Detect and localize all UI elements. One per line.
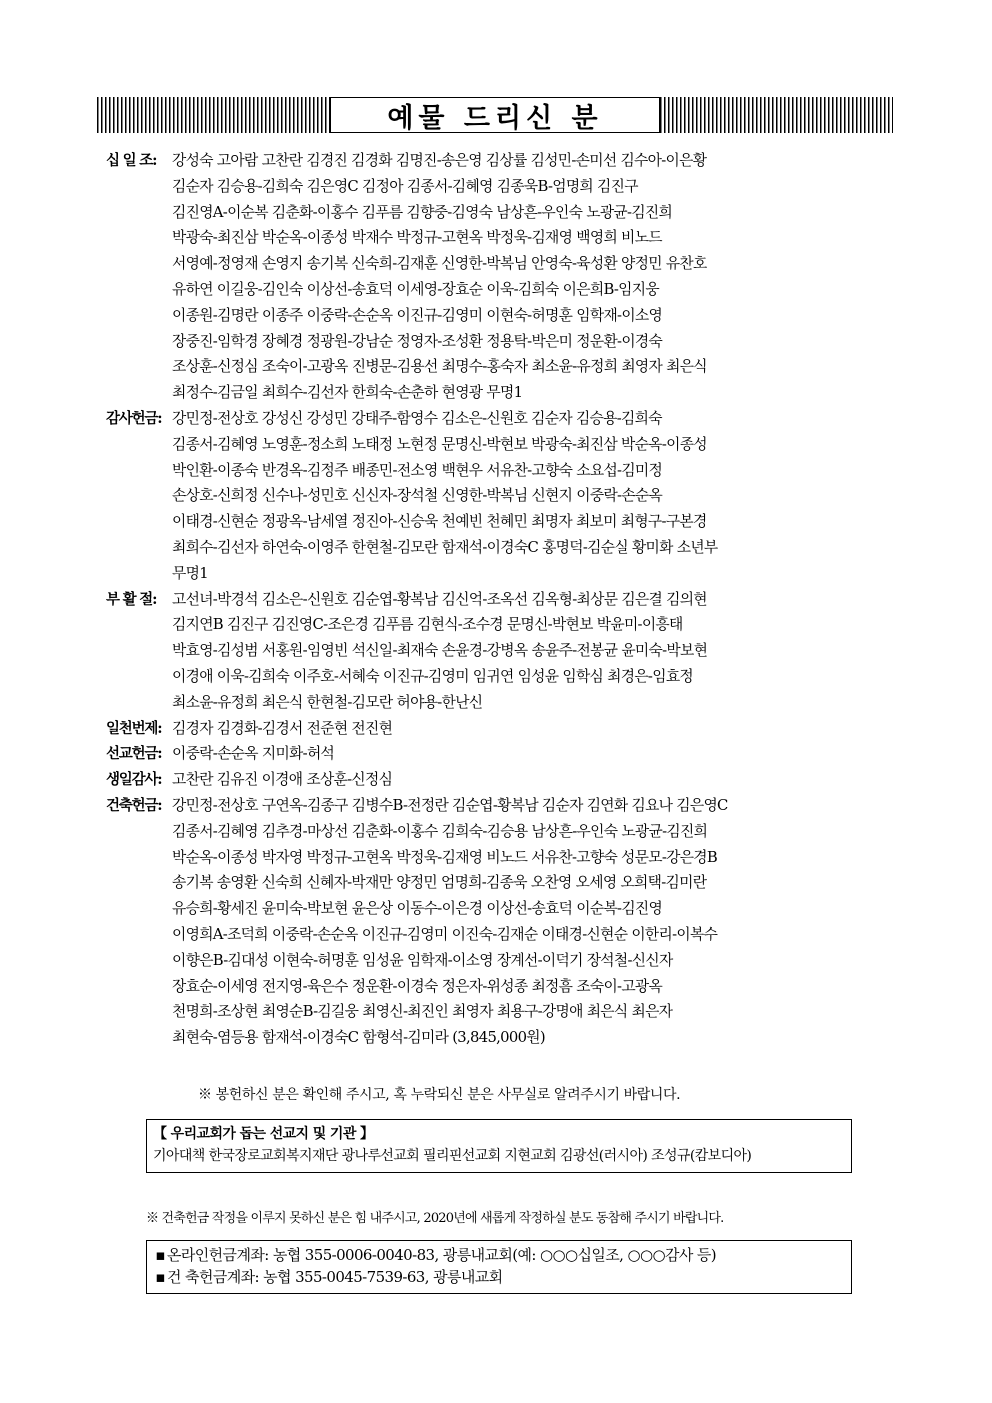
name-line: 강성숙 고아람 고찬란 김경진 김경화 김명진-송은영 김상률 김성민-손미선 김수아-이은황 <box>172 152 707 169</box>
name-line: 이향은B-김대성 이현숙-허명훈 임성윤 임학재-이소영 장계선-이덕기 장석철-신신자 <box>172 951 673 969</box>
name-line: 김지연B 김진구 김진영C-조은경 김푸름 김현식-조수경 문명신-박현보 박윤미-이흥태 <box>172 616 683 634</box>
page-title: 예물 드리신 분 <box>330 97 660 133</box>
name-line: 유하연 이길웅-김인숙 이상선-송효덕 이세영-장효순 이욱-김희숙 이은희B-임지웅 <box>172 280 659 298</box>
name-line: 이태경-신현순 정광옥-남세열 정진아-신승욱 천예빈 천혜민 최명자 최보미 최형구-구본경 <box>172 513 707 531</box>
name-line: 천명희-조상현 최영순B-김길웅 최영신-최진인 최영자 최용구-강명애 최은식 최은자 <box>172 1003 673 1021</box>
name-line: 강민정-전상호 구연옥-김종구 김병수B-전정란 김순엽-황복남 김순자 김연화 김요나 김은영C <box>172 796 728 814</box>
confirmation-notice: ※ 봉헌하신 분은 확인해 주시고, 혹 누락되신 분은 사무실로 알려주시기 바랍니다. <box>198 1087 681 1103</box>
building-fund-notice: ※ 건축헌금 작정을 이루지 못하신 분은 힘 내주시고, 2020년에 새롭게 작정하실 분도 동참해 주시기 바랍니다. <box>146 1211 724 1226</box>
name-line: 고찬란 김유진 이경애 조상훈-신정심 <box>172 771 393 789</box>
name-line: 이경애 이욱-김희숙 이주호-서혜숙 이진규-김영미 임귀연 임성윤 임학심 최경은-임효정 <box>172 667 694 685</box>
name-line: 이영희A-조덕희 이중락-손순옥 이진규-김영미 이진숙-김재순 이태경-신현순 이한리-이복수 <box>172 925 718 943</box>
section-thousand-offering <box>106 716 906 742</box>
section-birthday-thanks <box>106 767 906 793</box>
section-label: 일천번제: <box>106 719 162 737</box>
mission-box-title: 【 우리교회가 돕는 선교지 및 기관 】 <box>153 1126 374 1142</box>
name-line: 김종서-김혜영 노영훈-정소희 노태정 노현정 문명신-박현보 박광숙-최진삼 박순옥-이종성 <box>172 435 707 453</box>
section-mission-offering <box>106 741 906 767</box>
section-label: 선교헌금: <box>106 745 162 763</box>
name-line: 김종서-김혜영 김추경-마상선 김춘화-이홍수 김희숙-김승용 남상흔-우인숙 노광균-김진희 <box>172 822 708 840</box>
name-line: 고선녀-박경석 김소은-신원호 김순엽-황복남 김신억-조옥선 김옥형-최상문 김은결 김의현 <box>172 590 707 608</box>
name-line: 김진영A-이순복 김춘화-이홍수 김푸름 김향중-김영숙 남상흔-우인숙 노광균-김진희 <box>172 203 673 221</box>
name-line: 무명1 <box>172 564 208 582</box>
name-line: 이중락-손순옥 지미화-허석 <box>172 745 335 763</box>
name-line: 손상호-신희정 신수나-성민호 신신자-장석철 신영한-박복님 신현지 이중락-손순옥 <box>172 487 663 505</box>
title-bar <box>97 97 893 133</box>
mission-box-text: 기아대책 한국장로교회복지재단 광나루선교회 필리핀선교회 지현교회 김광선(러시아) 조성규(캄보디아) <box>153 1148 752 1164</box>
name-line: 최현숙-염등용 함재석-이경숙C 함형석-김미라 (3,845,000원) <box>172 1029 545 1047</box>
section-thanksgiving <box>106 406 906 587</box>
section-label: 부 활 절: <box>106 590 157 608</box>
name-line: 장중진-임학경 장혜경 정광원-강남순 정영자-조성환 정용탁-박은미 정운환-이경숙 <box>172 332 663 350</box>
bullet-icon: ▪ <box>155 1268 165 1286</box>
name-line: 박광숙-최진삼 박순옥-이종성 박재수 박정규-고현옥 박정욱-김재영 백영희 비노드 <box>172 229 662 247</box>
name-line: 박순옥-이종성 박자영 박정규-고현옥 박정욱-김재영 비노드 서유찬-고향숙 성문모-강은경B <box>172 848 718 866</box>
name-line: 송기복 송영환 신숙희 신혜자-박재만 양정민 엄명희-김종욱 오찬영 오세영 오희택-김미란 <box>172 874 707 892</box>
name-line: 유승희-황세진 윤미숙-박보현 윤은상 이동수-이은경 이상선-송효덕 이순복-김진영 <box>172 900 663 918</box>
name-line: 서영예-정영재 손영지 송기복 신숙희-김재훈 신영한-박복님 안영숙-육성환 양정민 유찬호 <box>172 255 707 273</box>
section-easter <box>106 587 906 716</box>
name-line: 이종원-김명란 이종주 이중락-손순옥 이진규-김영미 이현숙-허명훈 임학재-이소영 <box>172 306 663 324</box>
account-text: 건 축헌금계좌: 농협 355-0045-7539-63, 광릉내교회 <box>167 1268 503 1286</box>
section-label: 건축헌금: <box>106 796 162 814</box>
name-line: 조상훈-신정심 조숙이-고광옥 진병문-김용선 최명수-홍숙자 최소윤-유정희 최영자 최은식 <box>172 358 707 376</box>
name-line: 최정수-김금일 최희수-김선자 한희숙-손춘하 현영광 무명1 <box>172 384 523 402</box>
name-line: 김순자 김승용-김희숙 김은영C 김정아 김종서-김혜영 김종욱B-엄명희 김진구 <box>172 177 638 195</box>
section-building-offering <box>106 793 906 1051</box>
account-line-building <box>153 1266 845 1288</box>
name-line: 박인환-이종숙 반경옥-김정주 배종민-전소영 백현우 서유찬-고향숙 소요섭-김미정 <box>172 461 663 479</box>
name-line: 박효영-김성범 서홍원-임영빈 석신일-최재숙 손윤경-강병옥 송윤주-전봉균 윤미숙-박보현 <box>172 642 708 660</box>
name-line: 최소윤-유정희 최은식 한현철-김모란 허야용-한난신 <box>172 693 483 711</box>
offering-list <box>106 148 906 1051</box>
name-line: 김경자 김경화-김경서 전준현 전진현 <box>172 719 393 737</box>
mission-support-box <box>146 1119 852 1173</box>
bullet-icon: ▪ <box>155 1246 165 1264</box>
section-label: 생일감사: <box>106 771 162 789</box>
left-stripes-decoration <box>97 97 330 133</box>
section-tithe <box>106 148 906 406</box>
account-info-box <box>146 1240 852 1294</box>
account-text: 온라인헌금계좌: 농협 355-0006-0040-83, 광릉내교회(예: ○○○십일조, ○○○감사 등) <box>167 1246 717 1264</box>
name-line: 최희수-김선자 하연숙-이영주 한현철-김모란 함재석-이경숙C 홍명덕-김순실 황미화 소년부 <box>172 538 718 556</box>
account-line-online <box>153 1244 845 1266</box>
section-label: 감사헌금: <box>106 409 162 427</box>
name-line: 강민정-전상호 강성신 강성민 강태주-함영수 김소은-신원호 김순자 김승용-김희숙 <box>172 409 662 427</box>
right-stripes-decoration <box>660 97 893 133</box>
section-label: 십 일 조: <box>106 152 157 169</box>
name-line: 장효순-이세영 전지영-육은수 정운환-이경숙 정은자-위성종 최정흠 조숙이-고광옥 <box>172 977 663 995</box>
